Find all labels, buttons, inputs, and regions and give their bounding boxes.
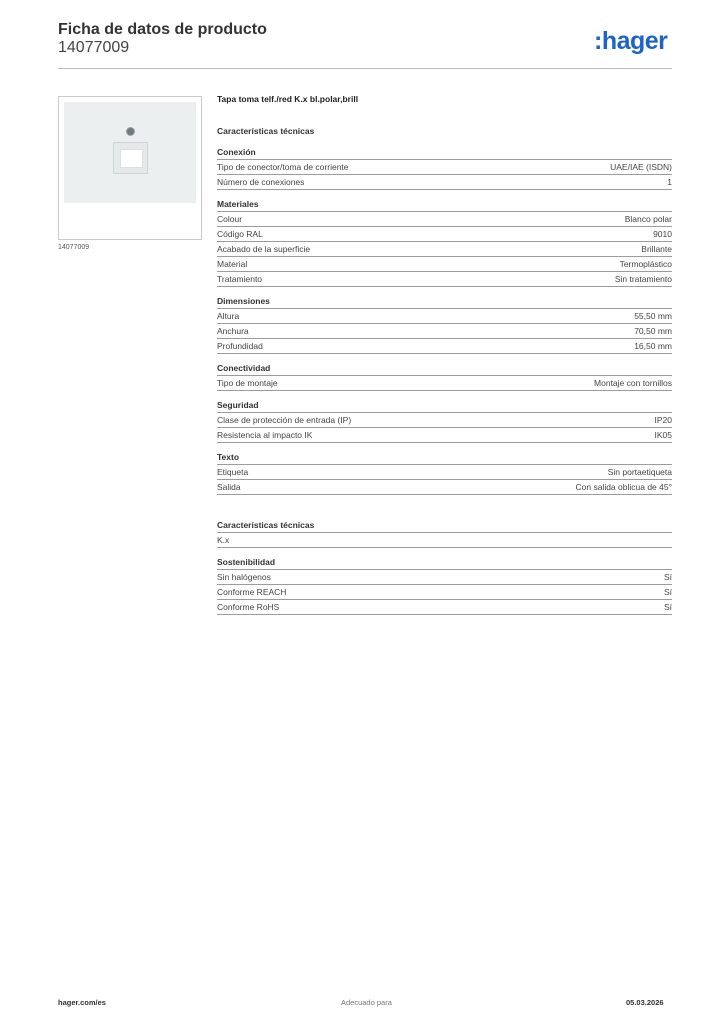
hager-logo[interactable]: :hager xyxy=(594,27,668,55)
spec-label: Conforme REACH xyxy=(217,587,287,597)
spec-section xyxy=(217,519,672,548)
spec-label: Profundidad xyxy=(217,341,263,351)
section-title: Texto xyxy=(217,451,672,465)
footer-suitable-for: Adecuado para xyxy=(341,998,392,1007)
spec-row xyxy=(217,428,672,443)
footer-website[interactable]: hager.com/es xyxy=(58,998,106,1007)
spec-section xyxy=(217,362,672,391)
spec-value: IP20 xyxy=(654,415,672,425)
spec-label: Tratamiento xyxy=(217,274,263,284)
spec-value: 55,50 mm xyxy=(634,311,672,321)
spec-value: Sí xyxy=(663,587,672,597)
spec-row xyxy=(217,413,672,428)
spec-row xyxy=(217,585,672,600)
spec-label: Anchura xyxy=(217,326,249,336)
spec-row xyxy=(217,480,672,495)
section-title: Conectividad xyxy=(217,362,672,376)
spec-label: Material xyxy=(217,259,248,269)
spec-row xyxy=(217,339,672,354)
spec-label: Salida xyxy=(217,482,241,492)
spec-value: 16,50 mm xyxy=(634,341,672,351)
spec-section xyxy=(217,295,672,354)
spec-label: Etiqueta xyxy=(217,467,249,477)
header-divider xyxy=(58,68,672,69)
spec-section xyxy=(217,198,672,287)
section-title: Características técnicas xyxy=(217,126,315,136)
spec-row xyxy=(217,465,672,480)
spec-sections-bottom xyxy=(217,519,672,615)
spec-section xyxy=(217,451,672,495)
spec-row xyxy=(217,160,672,175)
spec-value: IK05 xyxy=(654,430,672,440)
spec-value: Termoplástico xyxy=(619,259,672,269)
spec-section xyxy=(217,125,672,138)
page-title: Ficha de datos de producto xyxy=(58,21,267,38)
spec-label: Clase de protección de entrada (IP) xyxy=(217,415,352,425)
spec-row xyxy=(217,175,672,190)
spec-value: Blanco polar xyxy=(624,214,672,224)
section-title: Sostenibilidad xyxy=(217,556,672,570)
spec-label: Acabado de la superficie xyxy=(217,244,311,254)
spec-content xyxy=(217,94,672,623)
spec-value: 70,50 mm xyxy=(634,326,672,336)
spec-row xyxy=(217,272,672,287)
spec-value: UAE/IAE (ISDN) xyxy=(610,162,672,172)
spec-row xyxy=(217,570,672,585)
spec-row xyxy=(217,309,672,324)
spec-label: Sin halógenos xyxy=(217,572,271,582)
product-name: Tapa toma telf./red K.x bl.polar,brill xyxy=(217,94,359,104)
spec-section xyxy=(217,399,672,443)
socket-jack xyxy=(120,149,143,168)
product-image xyxy=(58,96,202,240)
spec-label: Tipo de conector/toma de corriente xyxy=(217,162,349,172)
spec-value: Brillante xyxy=(641,244,672,254)
spec-row xyxy=(217,533,672,548)
spec-label: Altura xyxy=(217,311,240,321)
spec-value: Sí xyxy=(663,572,672,582)
spec-label: Colour xyxy=(217,214,243,224)
spec-section xyxy=(217,556,672,615)
spec-value: Sin tratamiento xyxy=(614,274,672,284)
spec-value: 1 xyxy=(667,177,672,187)
spec-row xyxy=(217,227,672,242)
spec-value: Sí xyxy=(663,602,672,612)
spec-label: Conforme RoHS xyxy=(217,602,280,612)
spec-label: K.x xyxy=(217,535,230,545)
section-title: Dimensiones xyxy=(217,295,672,309)
spec-sections-top xyxy=(217,125,672,495)
spec-row xyxy=(217,242,672,257)
spec-row xyxy=(217,324,672,339)
spec-row xyxy=(217,376,672,391)
spec-value: Con salida oblicua de 45° xyxy=(575,482,672,492)
spec-label: Número de conexiones xyxy=(217,177,305,187)
spec-label: Código RAL xyxy=(217,229,263,239)
product-code: 14077009 xyxy=(58,39,130,56)
image-caption: 14077009 xyxy=(58,244,90,251)
spec-label: Resistencia al impacto IK xyxy=(217,430,313,440)
spec-value: Montaje con tornillos xyxy=(594,378,672,388)
spec-value: Sin portaetiqueta xyxy=(607,467,672,477)
section-spacer xyxy=(217,503,672,518)
spec-section xyxy=(217,146,672,190)
section-title: Conexión xyxy=(217,146,672,160)
spec-label: Tipo de montaje xyxy=(217,378,278,388)
socket-frame xyxy=(113,142,148,174)
spec-value: 9010 xyxy=(653,229,672,239)
footer-date: 05.03.2026 xyxy=(626,998,664,1007)
product-photo xyxy=(64,102,196,203)
indicator-dot xyxy=(126,127,135,136)
spec-row xyxy=(217,212,672,227)
section-title: Características técnicas xyxy=(217,519,672,533)
spec-row xyxy=(217,257,672,272)
section-title: Seguridad xyxy=(217,399,672,413)
section-title: Materiales xyxy=(217,198,672,212)
spec-row xyxy=(217,600,672,615)
